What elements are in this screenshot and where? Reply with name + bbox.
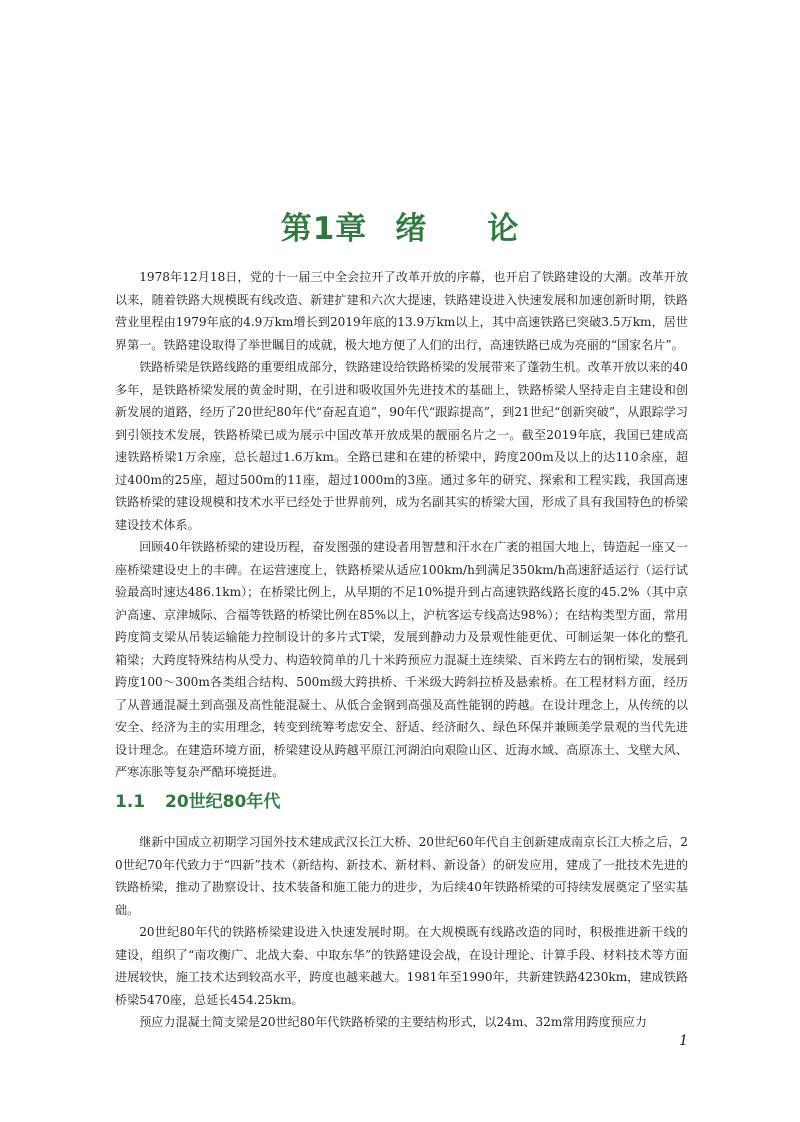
section-title: 20世纪80年代 [165,792,281,812]
paragraph: 铁路桥梁是铁路线路的重要组成部分，铁路建设给铁路桥梁的发展带来了蓬勃生机。改革开放以来的40多年，是铁路桥梁发展的黄金时期，在引进和吸收国外先进技术的基础上，铁路桥梁人坚持走自主建设和创新发展的道路，经历了20世纪80年代“奋起直追”，90年代“跟踪提高”，到21世纪“创新突破”，从跟踪学习到引领技术发展，铁路桥梁已成为展示中国改革开放成果的靓丽名片之一。截至2019年底，我国已建成高速铁路桥梁1万余座，总长超过1.6万km。全路已建和在建的桥梁中，跨度200m及以上的达110余座，超过400m的25座，超过500m的11座，超过1000m的3座。通过多年的研究、探索和工程实践，我国高速铁路桥梁的建设规模和技术水平已经处于世界前列，成为名副其实的桥梁大国，形成了具有我国特色的桥梁建设技术体系。 [115,360,688,532]
paragraph: 回顾40年铁路桥梁的建设历程，奋发图强的建设者用智慧和汗水在广袤的祖国大地上，铸造起一座又一座桥梁建设史上的丰碑。在运营速度上，铁路桥梁从适应100km/h到满足350km/h高速舒适运行（运行试验最高时速达486.1km）；在桥梁比例上，从早期的不足10%提升到占高速铁路线路长度的45.2%（其中京沪高速、京津城际、合福等铁路的桥梁比例在85%以上，沪杭客运专线高达98%）；在结构类型方面，常用跨度简支梁从吊装运输能力控制设计的多片式T梁，发展到静动力及景观性能更优、可制运架一体化的整孔箱梁；大跨度特殊结构从受力、构造较简单的几十米跨预应力混凝土连续梁、百米跨左右的钢桁梁，发展到跨度100～300m各类组合结构、500m级大跨拱桥、千米级大跨斜拉桥及悬索桥。在工程材料方面，经历了从普通混凝土到高强及高性能混凝土、从低合金钢到高强及高性能钢的跨越。在设计理念上，从传统的以安全、经济为主的实用理念，转变到统筹考虑安全、舒适、经济耐久、绿色环保并兼顾美学景观的当代先进设计理念。在建造环境方面，桥梁建设从跨越平原江河湖泊向艰险山区、近海水域、高原冻土、戈壁大风、严寒冻胀等复杂严酷环境挺进。 [115,540,688,779]
chapter-title-char-1: 绪 [395,211,428,247]
paragraph: 20世纪80年代的铁路桥梁建设进入快速发展时期。在大规模既有线路改造的同时，积极推进新干线的建设，组织了“南攻衡广、北战大秦、中取东华”的铁路建设会战，在设计理论、计算手段、材料技术等方面进展较快，施工技术达到较高水平，跨度也越来越大。1981年至1990年，共新建铁路4230km，建成铁路桥梁5470座，总延长454.25km。 [115,925,688,1007]
chapter-title [0,207,800,251]
page-number: 1 [679,1033,688,1049]
paragraph: 预应力混凝土简支梁是20世纪80年代铁路桥梁的主要结构形式，以24m、32m常用跨度预应力 [139,1015,647,1029]
section-text-block [115,831,688,1034]
section-heading [115,789,280,815]
section-number: 1.1 [115,792,146,812]
chapter-title-char-2: 论 [487,211,520,247]
intro-text-block [115,266,688,784]
paragraph: 继新中国成立初期学习国外技术建成武汉长江大桥、20世纪60年代自主创新建成南京长江大桥之后，20世纪70年代致力于“四新”技术（新结构、新技术、新材料、新设备）的研发应用，建成了一批技术先进的铁路桥梁，推动了勘察设计、技术装备和施工能力的进步，为后续40年铁路桥梁的可持续发展奠定了坚实基础。 [115,835,688,917]
paragraph: 1978年12月18日，党的十一届三中全会拉开了改革开放的序幕，也开启了铁路建设的大潮。改革开放以来，随着铁路大规模既有线改造、新建扩建和六次大提速，铁路建设进入快速发展和加速创新时期，铁路营业里程由1979年底的4.9万km增长到2019年底的13.9万km以上，其中高速铁路已突破3.5万km，居世界第一。铁路建设取得了举世瞩目的成就，极大地方便了人们的出行，高速铁路已成为亮丽的“国家名片”。 [115,270,688,352]
chapter-number: 第1章 [280,211,368,247]
